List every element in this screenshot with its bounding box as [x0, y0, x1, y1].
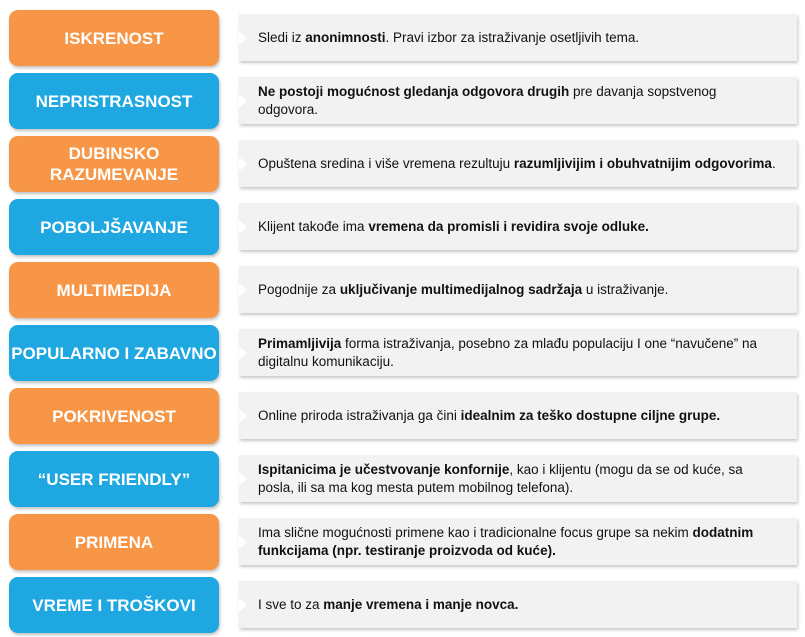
description-text	[258, 524, 779, 560]
emphasized-text: anonimnosti	[305, 29, 386, 45]
text-segment: Sledi iz	[258, 29, 306, 45]
emphasized-text: Ne postoji mogućnost gledanja odgovora drugih	[258, 83, 570, 99]
category-label: PRIMENA	[9, 514, 219, 570]
diagram-row	[0, 388, 805, 444]
category-label: “USER FRIENDLY”	[9, 451, 219, 507]
text-segment: forma istraživanja, posebno za mlađu populaciju I one “navučene” na digitalnu komunikaciju.	[258, 335, 758, 369]
description-box	[239, 14, 797, 61]
pointer-arrow-icon	[239, 472, 247, 486]
description-text	[258, 83, 779, 119]
emphasized-text: dodatnim funkcijama (npr. testiranje proizvoda od kuće).	[258, 524, 754, 558]
pointer-arrow-icon	[239, 346, 247, 360]
category-label: POBOLJŠAVANJE	[9, 199, 219, 255]
diagram-row	[0, 325, 805, 381]
description-box	[239, 455, 797, 502]
description-box	[239, 266, 797, 313]
description-box	[239, 518, 797, 565]
description-text	[258, 218, 649, 236]
description-box	[239, 392, 797, 439]
description-text	[258, 155, 776, 173]
text-segment: Klijent takođe ima	[258, 218, 369, 234]
text-segment: Online priroda istraživanja ga čini	[258, 407, 461, 423]
description-box	[239, 203, 797, 250]
pointer-arrow-icon	[239, 220, 247, 234]
diagram-row	[0, 199, 805, 255]
category-label: POKRIVENOST	[9, 388, 219, 444]
description-box	[239, 140, 797, 187]
description-text	[258, 281, 668, 299]
text-segment: . Pravi izbor za istraživanje osetljivih tema.	[385, 29, 640, 45]
description-text	[258, 407, 720, 425]
diagram-row	[0, 514, 805, 570]
text-segment: Pogodnije za	[258, 281, 340, 297]
emphasized-text: uključivanje multimedijalnog sadržaja	[339, 281, 583, 297]
pointer-arrow-icon	[239, 31, 247, 45]
text-segment: u istraživanje.	[582, 281, 669, 297]
description-text	[258, 29, 639, 47]
pointer-arrow-icon	[239, 94, 247, 108]
diagram-row	[0, 10, 805, 66]
diagram-row	[0, 73, 805, 129]
category-label: NEPRISTRASNOST	[9, 73, 219, 129]
text-segment: Ima slične mogućnosti primene kao i tradicionalne focus grupe sa nekim	[258, 524, 693, 540]
pointer-arrow-icon	[239, 157, 247, 171]
emphasized-text: Primamljivija	[258, 335, 342, 351]
description-text	[258, 596, 518, 614]
text-segment: Opuštena sredina i više vremena rezultuju	[258, 155, 514, 171]
pointer-arrow-icon	[239, 283, 247, 297]
pointer-arrow-icon	[239, 535, 247, 549]
diagram-row	[0, 136, 805, 192]
category-label: DUBINSKO RAZUMEVANJE	[9, 136, 219, 192]
emphasized-text: manje vremena i manje novca.	[323, 596, 519, 612]
category-label: MULTIMEDIJA	[9, 262, 219, 318]
diagram-row	[0, 577, 805, 633]
description-text	[258, 335, 779, 371]
diagram-row	[0, 451, 805, 507]
category-label: VREME I TROŠKOVI	[9, 577, 219, 633]
category-label: POPULARNO I ZABAVNO	[9, 325, 219, 381]
text-segment: I sve to za	[258, 596, 324, 612]
description-box	[239, 329, 797, 376]
pointer-arrow-icon	[239, 409, 247, 423]
description-box	[239, 77, 797, 124]
text-segment: , kao i klijentu (mogu da se od kuće, sa posla, ili sa ma kog mesta putem mobilnog telefona).	[258, 461, 743, 495]
emphasized-text: idealnim za teško dostupne ciljne grupe.	[460, 407, 721, 423]
text-segment: .	[771, 155, 776, 171]
description-box	[239, 581, 797, 628]
category-label: ISKRENOST	[9, 10, 219, 66]
emphasized-text: vremena da promisli i revidira svoje odluke.	[368, 218, 649, 234]
emphasized-text: Ispitanicima je učestvovanje konfornije	[258, 461, 510, 477]
description-text	[258, 461, 779, 497]
pointer-arrow-icon	[239, 598, 247, 612]
diagram-row	[0, 262, 805, 318]
text-segment: pre davanja sopstvenog odgovora.	[258, 83, 717, 117]
emphasized-text: razumljivijim i obuhvatnijim odgovorima	[513, 155, 772, 171]
